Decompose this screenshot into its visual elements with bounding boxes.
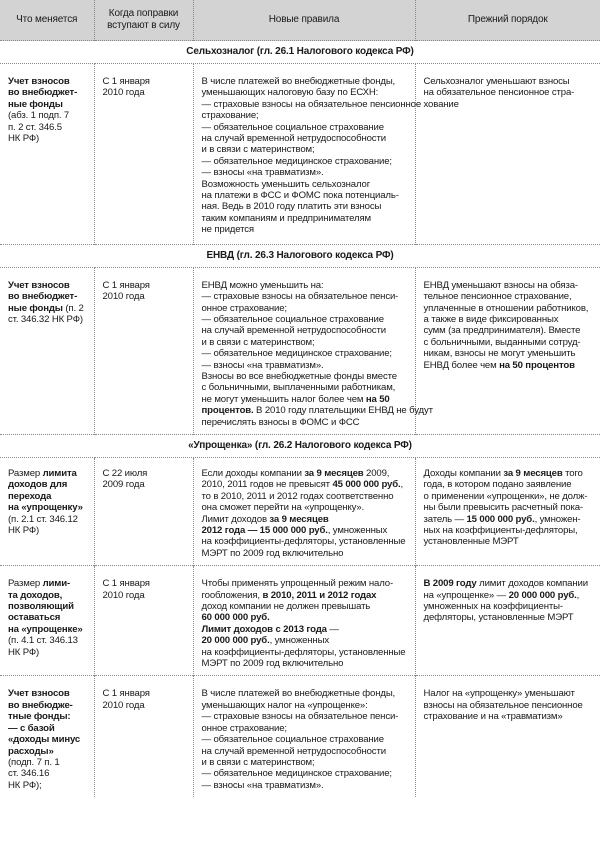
text: умноженных на коэффициенты- [423,601,563,613]
text: никам, взносы не могут уменьшить [423,348,576,360]
text-line [8,768,89,779]
text-line [8,612,89,623]
table-row [0,676,600,797]
text-line [8,723,89,734]
new-rules-cell [193,267,433,434]
text-line [202,700,410,711]
table-row [0,457,600,565]
text-line [8,479,89,490]
text: перечислять взносы в ФОМС и ФСС [201,416,360,428]
text-line [424,601,596,612]
text: ная. Ведь в 2010 году платить эти взносы [201,201,382,213]
text: МЭРТ по 2009 год включительно [201,547,344,559]
text-line [202,757,410,768]
bold-text: за 9 месяцев [304,467,364,479]
bold-text: — с базой [8,722,55,734]
text: , умножен- [534,513,581,525]
text: (п. 2 [62,302,84,314]
text: , умноженных [327,525,388,536]
text-line [202,612,410,623]
text-line [424,360,596,371]
text: Лимит доходов [201,513,270,525]
text-line [202,314,410,325]
text-line [202,167,410,178]
text-line [8,688,89,699]
text-line [8,280,89,291]
text: тельное пенсионное страхование, [423,291,572,303]
text-line [202,87,410,98]
text-line [424,536,596,547]
text: Размер [8,578,43,590]
table-body [0,41,600,798]
text-line [202,291,410,302]
text: (абз. 1 подп. 7 [8,110,70,122]
new-rules-cell [193,566,415,676]
text-line [202,201,410,212]
text-line [424,291,596,302]
text: и в связи с материнством; [201,756,315,768]
text-line [202,280,410,291]
section-title: ЕНВД (гл. 26.3 Налогового кодекса РФ) [0,244,600,267]
text-line [202,213,410,224]
text: Доходы компании [423,467,504,479]
text-line [202,601,410,612]
text: на случай временной нетрудоспособности [201,325,386,337]
text-line [202,360,410,371]
bold-text: процентов. [201,405,254,417]
text: (подп. 7 п. 1 [8,756,60,768]
text-line [103,479,188,490]
bold-text: перехода [8,490,52,502]
text-line [202,133,410,144]
text: доход компании не должен превышать [201,601,371,613]
text-line [103,688,188,699]
text: — обязательное медицинское страхование; [201,348,392,360]
text: С 1 января [102,76,150,87]
text: — страховые взносы на обязательное пенси- [201,291,399,303]
bold-text: «доходы минус [8,734,81,746]
bold-text: на «упрощенку» [8,502,83,514]
text-line [202,658,410,669]
text-line [201,98,422,110]
bold-text: за 9 месяцев [269,513,329,525]
text: В числе платежей во внебюджетные фонды, [201,688,396,700]
text-line [202,536,410,547]
bold-text: лими- [42,578,71,590]
text: НК РФ); [8,779,42,791]
text-line [424,99,596,110]
bold-text: позволяющий [8,601,74,613]
text-line [202,190,410,201]
text: — обязательное медицинское страхование; [201,155,392,167]
text: с больничными, выплаченными работникам, [201,382,396,394]
text: Если доходы компании [201,467,305,479]
text: — взносы «на травматизм». [201,779,324,791]
bold-text: 2012 года — 15 000 000 руб. [201,525,328,536]
previous-order-cell [415,457,600,565]
text-line [202,179,410,190]
what-changes-cell [0,676,94,797]
bold-text: та доходов, [8,589,63,601]
bold-text: за 9 месяцев [503,467,563,479]
text: Сельхозналог уменьшают взносы [423,76,570,87]
text-line [424,325,596,336]
text: того [562,467,583,479]
text-line [8,99,89,110]
text: ЕНВД уменьшают взносы на обяза- [423,279,578,291]
text: ЕНВД можно уменьшить на: [201,279,324,291]
text: — обязательное медицинское страхование; [201,768,392,780]
text-line [202,688,410,699]
text-line [8,291,89,302]
section-header-row [0,41,600,64]
previous-order-cell [415,676,600,797]
text: , умноженных [269,635,329,647]
bold-text: оставаться [8,612,61,624]
text: 2009 года [102,479,145,491]
text: уплаченные в отношении работников, [423,302,589,314]
text-line [8,711,89,722]
text-line [103,291,188,302]
what-changes-cell [0,267,94,434]
header-previous-order: Прежний порядок [415,0,600,41]
text-line [424,711,596,722]
bold-text: ные фонды [8,98,63,110]
text: страхование и на «травматизм» [423,711,563,723]
text-line [424,525,596,536]
text-line [424,348,596,359]
bold-text: Учет взносов [8,279,70,291]
text-line [202,780,410,791]
text-line [424,87,596,98]
text: ЕНВД более чем [423,359,500,371]
text-line [202,647,410,658]
text: дефляторы, установленные МЭРТ [423,612,574,624]
text: п. 2 ст. 346.5 [8,121,62,133]
header-effective-date: Когда поправки вступают в силу [94,0,193,41]
text-line [103,578,188,589]
text-line [424,612,596,623]
text: на «упрощенке» — [423,589,509,601]
text-line [202,514,410,525]
bold-text: 20 000 000 руб. [508,589,577,601]
text: , [576,589,580,601]
text-line [103,468,188,479]
text-line [202,122,410,133]
text: Возможность уменьшить сельхозналог [201,178,371,190]
section-title: Сельхозналог (гл. 26.1 Налогового кодекса РФ) [0,41,600,64]
text: на случай временной нетрудоспособности [201,133,386,145]
text-line [424,468,596,479]
text-line [424,491,596,502]
text-line [103,87,188,98]
header-new-rules: Новые правила [193,0,415,41]
text-line [424,280,596,291]
text: с больничными, выданными сотруд- [423,336,581,348]
text: уменьшающих налог на «упрощенке»: [201,699,368,711]
text-line [202,635,410,646]
text: В 2010 году плательщики ЕНВД не будут [253,405,433,417]
text-line [8,514,89,525]
text-line [202,768,410,779]
text: 2010, 2011 годов не превысят [201,479,333,491]
text-line [8,590,89,601]
text-line [8,133,89,144]
bold-text: доходов для [8,479,68,491]
bold-text: во внебюджет- [8,291,78,303]
text: ны были превысить расчетный пока- [423,502,583,514]
bold-text: 20 000 000 руб. [201,635,270,647]
bold-text: в 2010, 2011 и 2012 годах [262,589,377,601]
bold-text: 60 000 000 руб. [201,612,270,624]
text: — взносы «на травматизм». [201,359,324,371]
text: затель — [423,513,467,525]
text: она сможет перейти на «упрощенку». [201,502,365,514]
text-line [202,578,410,589]
bold-text: В 2009 году [423,578,477,590]
effective-date-cell [94,64,193,245]
text-line [424,303,596,314]
text: , [400,479,404,491]
bold-text: 15 000 000 руб. [466,513,535,525]
text: С 1 января [102,279,150,291]
section-header-row [0,244,600,267]
text-line [202,224,410,235]
bold-text: тные фонды: [8,711,71,723]
what-changes-cell [0,566,94,676]
text-line [8,734,89,745]
text: (п. 4.1 ст. 346.13 [8,635,78,647]
bold-text: лимита [42,467,77,479]
effective-date-cell [94,457,193,565]
text-line [202,525,410,536]
text-line [202,348,410,359]
text: — обязательное социальное страхование [201,121,384,133]
text-line [424,337,596,348]
effective-date-cell [94,566,193,676]
text: о применении «упрощенки», не долж- [423,490,588,502]
effective-date-cell [94,676,193,797]
text: В числе платежей во внебюджетные фонды, [201,76,396,87]
bold-text: на «упрощенке» [8,623,83,635]
effective-date-cell [94,267,193,434]
text-line [8,122,89,133]
text-line [8,700,89,711]
text-line [424,688,596,699]
text-line [8,647,89,658]
text-line [424,700,596,711]
text-line [8,780,89,791]
text-line [424,590,596,601]
text-line [202,303,410,314]
text-line [424,502,596,513]
bold-text: на 50 процентов [499,359,575,371]
text-line [103,700,188,711]
bold-text: Учет взносов [8,76,70,87]
text: — обязательное социальное страхование [201,313,384,325]
text: хование [423,98,459,110]
text: — страховые взносы на обязательное пенсионное [201,98,422,110]
text-line [8,601,89,612]
text: МЭРТ по 2009 год включительно [201,658,344,670]
bold-text: во внебюдже- [8,699,73,711]
text: 2010 года [102,87,145,99]
text-line [8,491,89,502]
text-line [202,76,410,87]
text: НК РФ) [8,646,40,658]
bold-text: Лимит доходов с 2013 года [201,623,327,635]
text-line [424,76,596,87]
text-line [8,635,89,646]
text: С 1 января [102,688,150,700]
text: 2009, [363,467,390,479]
text: Чтобы применять упрощенный режим нало- [201,578,394,590]
text-line [202,394,410,405]
bold-text: Учет взносов [8,688,70,700]
text-line [202,337,410,348]
text: на платежи в ФСС и ФОМС пока потенциаль- [201,190,399,202]
text: на коэффициенты-дефляторы, установленные [201,536,406,548]
text-line [202,417,410,428]
text: — обязательное социальное страхование [201,734,384,746]
text: установленные МЭРТ [423,536,519,548]
text: гообложения, [201,589,263,601]
text: лимит доходов компании [476,578,588,590]
text-line [202,479,410,490]
text: Размер [8,467,43,479]
text-line [202,711,410,722]
text: на случай временной нетрудоспособности [201,745,386,757]
text: С 22 июля [102,467,148,479]
text-line [202,468,410,479]
text-line [202,325,410,336]
previous-order-cell [415,267,600,434]
text-line [8,76,89,87]
text: — [326,623,339,635]
new-rules-cell [193,676,415,797]
text-line [103,590,188,601]
text: — взносы «на травматизм». [201,167,324,179]
text-line [103,280,188,291]
text-line [424,578,596,589]
bold-text: ные фонды [8,302,63,314]
text: то в 2010, 2011 и 2012 годах соответственно [201,490,394,502]
text: — страховые взносы на обязательное пенси- [201,711,399,723]
text: года, в котором подано заявление [423,479,572,491]
text-line [202,144,410,155]
text-line [8,303,89,314]
new-rules-cell [193,457,415,565]
section-title: «Упрощенка» (гл. 26.2 Налогового кодекса РФ) [0,434,600,457]
text-line [202,382,410,393]
text: онное страхование; [201,722,287,734]
text: ных на коэффициенты-дефляторы, [423,525,578,536]
text-line [8,502,89,513]
text-line [202,502,410,513]
text: ст. 346.32 НК РФ) [8,313,83,325]
text-line [202,624,410,635]
bold-text: во внебюджет- [8,87,78,99]
bold-text: расходы» [8,745,54,757]
text: не придется [201,224,254,236]
previous-order-cell [415,566,600,676]
text: таким компаниям и предпринимателям [201,212,371,224]
text-line [8,314,89,325]
text: на коэффициенты-дефляторы, установленные [201,646,406,658]
text: сумм (за предпринимателя). Вместе [423,325,581,337]
text-line [424,479,596,490]
text-line [202,746,410,757]
text-line [202,734,410,745]
text: не могут уменьшить налог более чем [201,393,366,405]
text: и в связи с материнством; [201,144,315,156]
text: уменьшающих налоговую базу по ЕСХН: [201,87,379,99]
new-rules-cell [193,64,422,245]
text-line [424,314,596,325]
text: страхование; [201,110,259,122]
text: и в связи с материнством; [201,336,315,348]
text-line [202,723,410,734]
text-line [8,578,89,589]
table-row [0,267,600,434]
text: НК РФ) [8,525,40,536]
text-line [202,590,410,601]
text-line [424,514,596,525]
table-header-row [0,0,600,41]
text-line [8,525,89,536]
text: НК РФ) [8,133,40,145]
text-line [8,624,89,635]
table-row [0,64,600,245]
text: Взносы во все внебюджетные фонды вместе [201,370,397,382]
text: 2010 года [102,291,145,303]
text-line [8,757,89,768]
header-what-changes: Что меняется [0,0,94,41]
text: Налог на «упрощенку» уменьшают [423,688,575,700]
text-line [202,491,410,502]
text: С 1 января [102,578,150,590]
text-line [103,76,188,87]
text-line [8,468,89,479]
bold-text: 45 000 000 руб. [332,479,401,491]
text-line [202,156,410,167]
text-line [202,371,410,382]
text-line [201,405,433,417]
text-line [202,110,410,121]
text: на обязательное пенсионное стра- [423,87,575,99]
text: 2010 года [102,699,145,711]
text-line [202,548,410,559]
previous-order-cell [415,64,600,245]
text: ст. 346.16 [8,768,50,780]
what-changes-cell [0,64,94,245]
text-line [8,746,89,757]
text-line [8,110,89,121]
what-changes-cell [0,457,94,565]
text-line [8,87,89,98]
text: 2010 года [102,589,145,601]
section-header-row [0,434,600,457]
bold-text: на 50 [365,393,390,405]
text: онное страхование; [201,302,287,314]
text: взносы на обязательное пенсионное [423,699,583,711]
text: а также в виде фиксированных [423,313,559,325]
text: (п. 2.1 ст. 346.12 [8,513,78,525]
table-row [0,566,600,676]
